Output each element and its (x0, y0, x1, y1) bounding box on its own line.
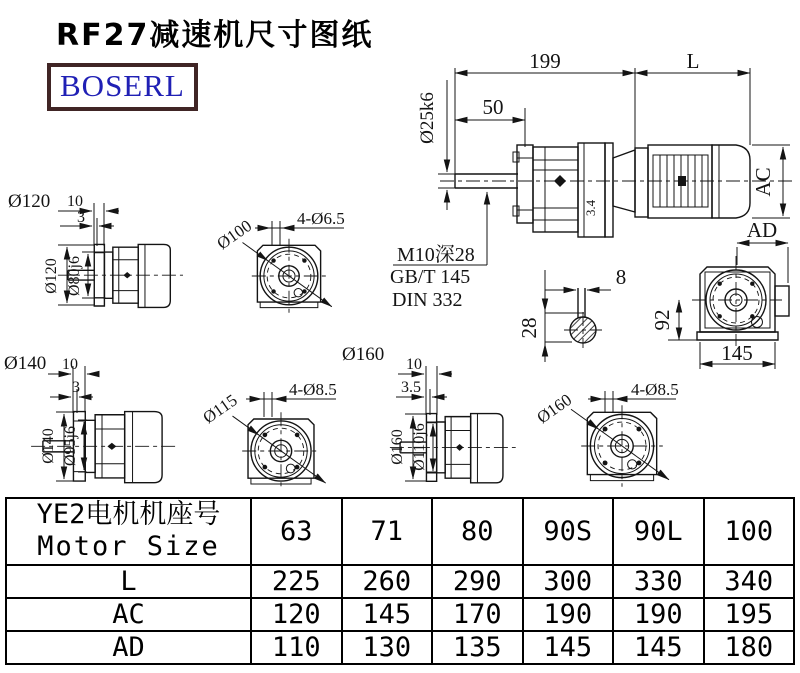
flange-120-spigot-dia: Ø80j6 (66, 256, 83, 296)
flange-120-outer-dia: Ø120 (43, 258, 60, 294)
face-115-holes: 4-Ø8.5 (289, 380, 337, 399)
column-header-90s: 90S (523, 498, 614, 565)
key-width-label: 8 (615, 265, 627, 289)
face-100-dia: Ø100 (213, 216, 256, 254)
flange-face-115-view (199, 380, 336, 490)
column-header-100: 100 (704, 498, 795, 565)
column-header-90l: 90L (613, 498, 704, 565)
row-label-AC: AC (6, 598, 251, 631)
header-cn: YE2电机机座号 (36, 499, 221, 530)
motor-size-header (6, 498, 251, 565)
table-cell: 340 (704, 565, 795, 598)
table-cell: 120 (251, 598, 342, 631)
flange-140-outer-dia: Ø140 (40, 428, 57, 464)
shaft-keyway-section (517, 265, 626, 362)
table-row-AD (6, 631, 794, 664)
face-100-holes: 4-Ø6.5 (297, 209, 345, 228)
header-en: Motor Size (37, 531, 220, 563)
dim-shaft-length: 50 (482, 95, 504, 119)
table-row-L (6, 565, 794, 598)
table-cell: 135 (432, 631, 523, 664)
table-cell: 130 (342, 631, 433, 664)
flange-160-spigot-dia: Ø110j6 (411, 423, 428, 471)
table-cell: 330 (613, 565, 704, 598)
standard-din: DIN 332 (392, 289, 463, 311)
table-cell: 145 (342, 598, 433, 631)
table-cell: 290 (432, 565, 523, 598)
flange-140-dim-3: 3 (72, 379, 80, 396)
column-header-80: 80 (432, 498, 523, 565)
table-cell: 195 (704, 598, 795, 631)
table-cell: 145 (613, 631, 704, 664)
standard-gbt: GB/T 145 (390, 266, 471, 288)
table-cell: 300 (523, 565, 614, 598)
flange-140-dim-10: 10 (62, 356, 78, 373)
table-cell: 190 (523, 598, 614, 631)
thread-note (390, 192, 487, 311)
page-title: RF27减速机尺寸图纸 (56, 18, 374, 53)
flange-face-160-view (533, 380, 678, 487)
column-header-71: 71 (342, 498, 433, 565)
table-cell: 145 (523, 631, 614, 664)
oil-level-mark (554, 175, 566, 187)
flange-120-dim-3: 3 (77, 209, 85, 226)
dim-ac-label: AC (751, 167, 775, 197)
dim-ad-label: AD (746, 218, 778, 242)
dim-92-label: 92 (650, 309, 674, 331)
face-160-holes: 4-Ø8.5 (631, 380, 679, 399)
terminal-box (775, 286, 789, 316)
face-160-dia: Ø160 (533, 390, 576, 428)
table-cell: 260 (342, 565, 433, 598)
logo-text: BOSERL (60, 68, 185, 103)
row-label-L: L (6, 565, 251, 598)
dim-motor-length: L (686, 49, 700, 73)
flange-120-caption: Ø120 (8, 191, 51, 212)
flange-face-100-view (213, 209, 344, 313)
surface-roughness-label: 3.4 (583, 199, 598, 217)
row-label-AD: AD (6, 631, 251, 664)
shaft-diameter-label: Ø25k6 (417, 92, 438, 144)
flange-160-caption: Ø160 (342, 344, 385, 365)
table-header-row (6, 498, 794, 565)
flange-120-dim-10: 10 (67, 193, 83, 210)
rear-end-view (650, 256, 789, 369)
flange-160-dim-35: 3.5 (401, 379, 421, 396)
flange-160-outer-dia: Ø160 (389, 429, 406, 465)
flange-160-side-view (342, 344, 516, 483)
table-cell: 110 (251, 631, 342, 664)
flange-120-side-view (8, 191, 183, 307)
column-header-63: 63 (251, 498, 342, 565)
table-row-AC (6, 598, 794, 631)
key-height-label: 28 (517, 317, 541, 339)
flange-140-caption: Ø140 (4, 353, 47, 374)
dim-145-label: 145 (721, 341, 753, 365)
flange-160-dim-10: 10 (406, 356, 422, 373)
table-cell: 180 (704, 631, 795, 664)
dim-gear-length: 199 (529, 49, 561, 73)
flange-140-side-view (4, 353, 177, 483)
table-cell: 225 (251, 565, 342, 598)
thread-spec: M10深28 (397, 244, 475, 266)
table-cell: 190 (613, 598, 704, 631)
face-115-dia: Ø115 (199, 390, 241, 428)
table-cell: 170 (432, 598, 523, 631)
flange-140-spigot-dia: Ø95j6 (62, 426, 79, 466)
dimension-table (5, 497, 795, 665)
